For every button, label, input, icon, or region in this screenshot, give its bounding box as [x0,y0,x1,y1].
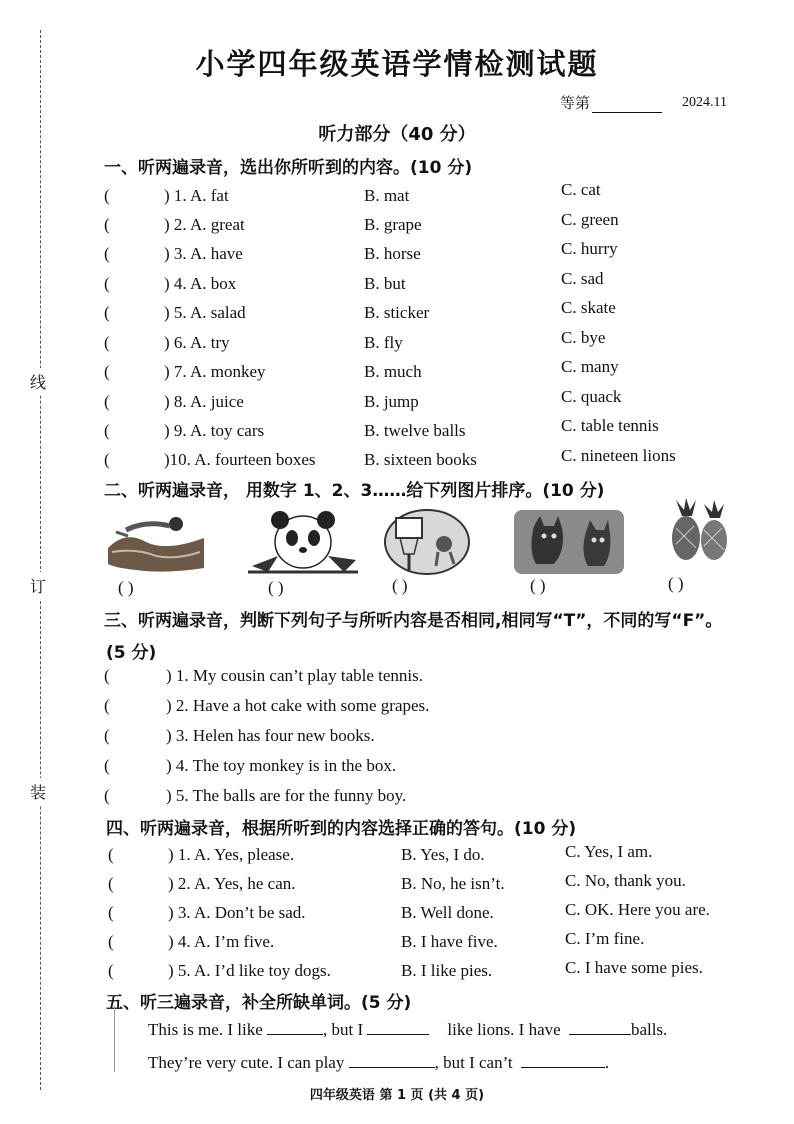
statement-text: ) 2. Have a hot cake with some grapes. [166,696,430,715]
grade-label: 等第 [560,94,591,112]
answer-paren[interactable]: ( [104,362,110,381]
exam-date: 2024.11 [682,95,727,110]
question-option-c: C. many [561,357,619,376]
answer-paren[interactable]: ( [108,903,114,922]
answer-paren[interactable]: ( [104,756,110,775]
section5-heading: 五、听三遍录音，补全所缺单词。(5 分) [106,993,412,1013]
response-option-c: C. No, thank you. [565,871,686,890]
page-footer: 四年级英语 第 1 页 (共 4 页) [309,1088,485,1103]
answer-paren[interactable]: ( [104,333,110,352]
picture-5-answer[interactable]: ( ) [668,574,684,593]
grade-blank[interactable] [592,98,662,113]
fill-text: This is me. I like [148,1020,263,1039]
response-option-a: ) 3. A. Don’t be sad. [168,903,306,922]
part-title: 听力部分（40 分） [318,124,476,145]
section4-heading: 四、听两遍录音，根据所听到的内容选择正确的答句。(10 分) [106,819,577,839]
answer-paren[interactable]: ( [108,874,114,893]
answer-paren[interactable]: ( [104,666,110,685]
answer-paren[interactable]: ( [104,786,110,805]
answer-paren[interactable]: ( [104,450,110,469]
fill-blank-4[interactable] [349,1053,435,1068]
section3-points: (5 分) [106,643,157,663]
grade-field[interactable] [560,92,662,113]
response-option-b: B. I like pies. [401,961,493,980]
answer-paren[interactable]: ( [104,186,110,205]
question-option-b: B. sticker [364,303,430,322]
page-title: 小学四年级英语学情检测试题 [195,47,599,81]
answer-paren[interactable]: ( [104,274,110,293]
statement-text: ) 1. My cousin can’t play table tennis. [166,666,423,685]
response-option-c: C. Yes, I am. [565,842,653,861]
fill-text: like lions. I have [447,1020,561,1039]
binding-line [40,30,41,1090]
question-option-b: B. much [364,362,422,381]
question-option-c: C. table tennis [561,416,659,435]
question-option-a: )10. A. fourteen boxes [164,450,316,469]
question-option-c: C. sad [561,269,604,288]
fill-blank-3[interactable] [569,1020,631,1035]
fill-line-1 [148,1020,667,1040]
question-option-b: B. jump [364,392,419,411]
question-option-a: ) 8. A. juice [164,392,244,411]
question-option-a: ) 6. A. try [164,333,230,352]
picture-2-answer[interactable]: ( ) [268,578,284,597]
section2-heading: 二、听两遍录音， 用数字 1、2、3……给下列图片排序。(10 分) [104,481,605,501]
question-option-b: B. twelve balls [364,421,466,440]
answer-paren[interactable]: ( [104,244,110,263]
response-option-b: B. Well done. [401,903,494,922]
response-option-a: ) 4. A. I’m five. [168,932,275,951]
question-option-c: C. green [561,210,619,229]
question-option-b: B. horse [364,244,421,263]
picture-4-answer[interactable]: ( ) [530,576,546,595]
fill-blank-5[interactable] [521,1053,605,1068]
picture-1-answer[interactable]: ( ) [118,578,134,597]
cats-icon [514,510,624,574]
section1-heading: 一、听两遍录音，选出你所听到的内容。(10 分) [104,158,473,178]
fill-line-2 [148,1053,609,1073]
statement-text: ) 3. Helen has four new books. [166,726,375,745]
question-option-c: C. nineteen lions [561,446,676,465]
binding-char-ding: 订 [30,572,46,599]
question-option-b: B. mat [364,186,410,205]
question-option-c: C. hurry [561,239,618,258]
response-option-a: ) 5. A. I’d like toy dogs. [168,961,331,980]
question-option-b: B. but [364,274,406,293]
question-option-b: B. sixteen books [364,450,477,469]
answer-paren[interactable]: ( [104,303,110,322]
binding-char-xian: 线 [30,368,46,395]
fill-text: They’re very cute. I can play [148,1053,345,1072]
response-option-b: B. Yes, I do. [401,845,485,864]
answer-paren[interactable]: ( [104,696,110,715]
answer-paren[interactable]: ( [104,726,110,745]
response-option-a: ) 1. A. Yes, please. [168,845,295,864]
fill-text: , but I can’t [434,1053,513,1072]
response-option-a: ) 2. A. Yes, he can. [168,874,296,893]
fill-blank-1[interactable] [267,1020,323,1035]
fill-text: , but I [322,1020,364,1039]
question-option-a: ) 3. A. have [164,244,243,263]
response-option-c: C. OK. Here you are. [565,900,710,919]
question-option-a: ) 1. A. fat [164,186,229,205]
answer-paren[interactable]: ( [104,215,110,234]
question-option-a: ) 9. A. toy cars [164,421,265,440]
swimmer-icon [106,508,206,574]
question-option-b: B. fly [364,333,403,352]
question-option-a: ) 5. A. salad [164,303,246,322]
question-option-a: ) 4. A. box [164,274,237,293]
response-option-c: C. I have some pies. [565,958,703,977]
question-option-c: C. skate [561,298,616,317]
response-option-b: B. No, he isn’t. [401,874,505,893]
answer-paren[interactable]: ( [104,421,110,440]
question-option-a: ) 7. A. monkey [164,362,266,381]
answer-paren[interactable]: ( [108,961,114,980]
question-option-c: C. cat [561,180,601,199]
fill-blank-2[interactable] [367,1020,429,1035]
section3-heading: 三、听两遍录音，判断下列句子与所听内容是否相同,相同写“T”，不同的写“F”。 [104,611,723,631]
question-option-a: ) 2. A. great [164,215,245,234]
question-option-c: C. bye [561,328,606,347]
answer-paren[interactable]: ( [108,845,114,864]
pineapples-icon [664,498,734,564]
answer-paren[interactable]: ( [104,392,110,411]
binding-char-zhuang: 装 [30,778,46,805]
panda-icon [248,506,358,576]
statement-text: ) 5. The balls are for the funny boy. [166,786,407,805]
answer-paren[interactable]: ( [108,932,114,951]
statement-text: ) 4. The toy monkey is in the box. [166,756,397,775]
picture-3-answer[interactable]: ( ) [392,576,408,595]
fill-text: balls. [630,1020,668,1039]
question-option-c: C. quack [561,387,622,406]
response-option-c: C. I’m fine. [565,929,645,948]
basketball-monkey-icon [382,504,472,576]
fill-text: . [604,1053,610,1072]
question-option-b: B. grape [364,215,422,234]
response-option-b: B. I have five. [401,932,498,951]
